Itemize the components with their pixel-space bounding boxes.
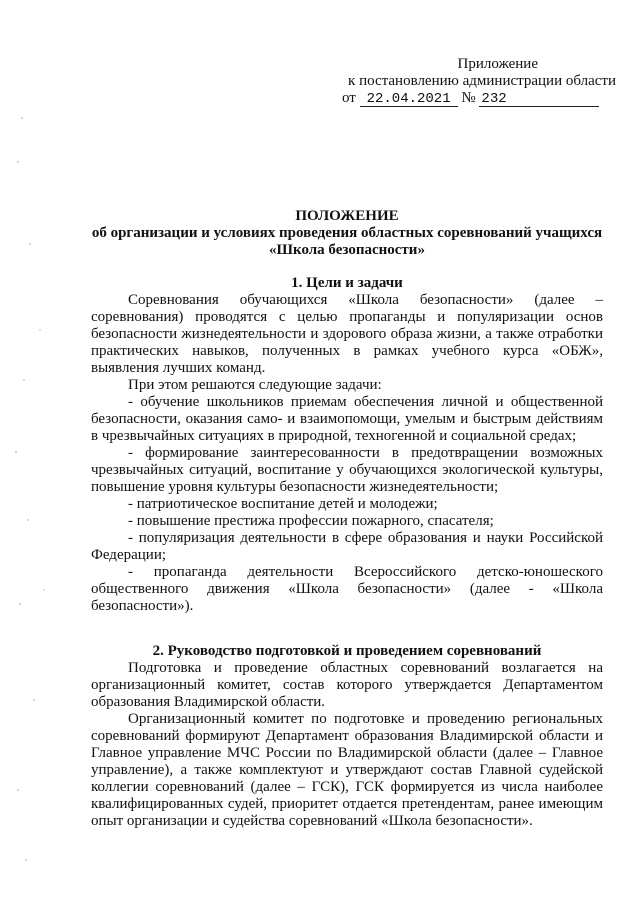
task-item-6: - пропаганда деятельности Всероссийского детско-юношеского общественного движения «Школа безопасности» (далее - «Школа безопасности»).: [91, 564, 603, 614]
title-subtitle-2: «Школа безопасности»: [269, 242, 425, 258]
appendix-subtitle: к постановлению администрации области: [348, 73, 616, 89]
date-prefix: от: [342, 90, 356, 106]
appendix-block: [326, 56, 616, 107]
task-item-2: - формирование заинтересованности в предотвращении возможных чрезвычайных ситуаций, воспитание у обучающихся экологической культуры, повышение уровня культуры безопасности жизнедеятельности;: [91, 445, 603, 495]
appendix-date-number: [326, 90, 602, 107]
section2-heading: 2. Руководство подготовкой и проведением соревнований: [152, 643, 542, 659]
task-item-3: - патриотическое воспитание детей и молодежи;: [128, 496, 438, 512]
section1-para1: Соревнования обучающихся «Школа безопасности» (далее – соревнования) проводятся с целью пропаганды и популяризации основ безопасности жизнедеятельности и здорового образа жизни, а также отработки практических навыков, полученных в рамках учебного курса «ОБЖ», выявления лучших команд.: [91, 292, 603, 376]
document-body: [91, 208, 603, 830]
section1-heading: 1. Цели и задачи: [291, 275, 403, 291]
section1-para2: При этом решаются следующие задачи:: [128, 377, 382, 393]
appendix-date: 22.04.2021: [360, 92, 458, 107]
number-prefix: №: [461, 90, 476, 106]
title-heading: ПОЛОЖЕНИЕ: [295, 208, 399, 224]
section2-para1: Подготовка и проведение областных соревнований возлагается на организационный комитет, состав которого утверждается Департаментом образования Владимирской области.: [91, 660, 603, 710]
task-item-1: - обучение школьников приемам обеспечения личной и общественной безопасности, оказания само- и взаимопомощи, умелым и быстрым действиям в чрезвычайных ситуациях в природной, техногенной и социальной средах;: [91, 394, 603, 444]
appendix-title: Приложение: [457, 56, 538, 72]
task-item-5: - популяризация деятельности в сфере образования и науки Российской Федерации;: [91, 530, 603, 563]
title-subtitle-1: об организации и условиях проведения областных соревнований учащихся: [91, 225, 603, 241]
task-item-4: - повышение престижа профессии пожарного, спасателя;: [128, 513, 494, 529]
appendix-number: 232: [479, 92, 599, 107]
document-title: [91, 208, 603, 259]
section2-para2: Организационный комитет по подготовке и проведению региональных соревнований формируют Департамент образования Владимирской области и Главное управление МЧС России по Владимирской области (далее – Главное управление), а также комплектуют и утверждают состав Главной судейской коллегии соревнований (далее – ГСК), ГСК формируется из числа наиболее квалифицированных судей, приоритет отдается претендентам, ранее имеющим опыт организации и судейства соревнований «Школа безопасности».: [91, 711, 603, 829]
